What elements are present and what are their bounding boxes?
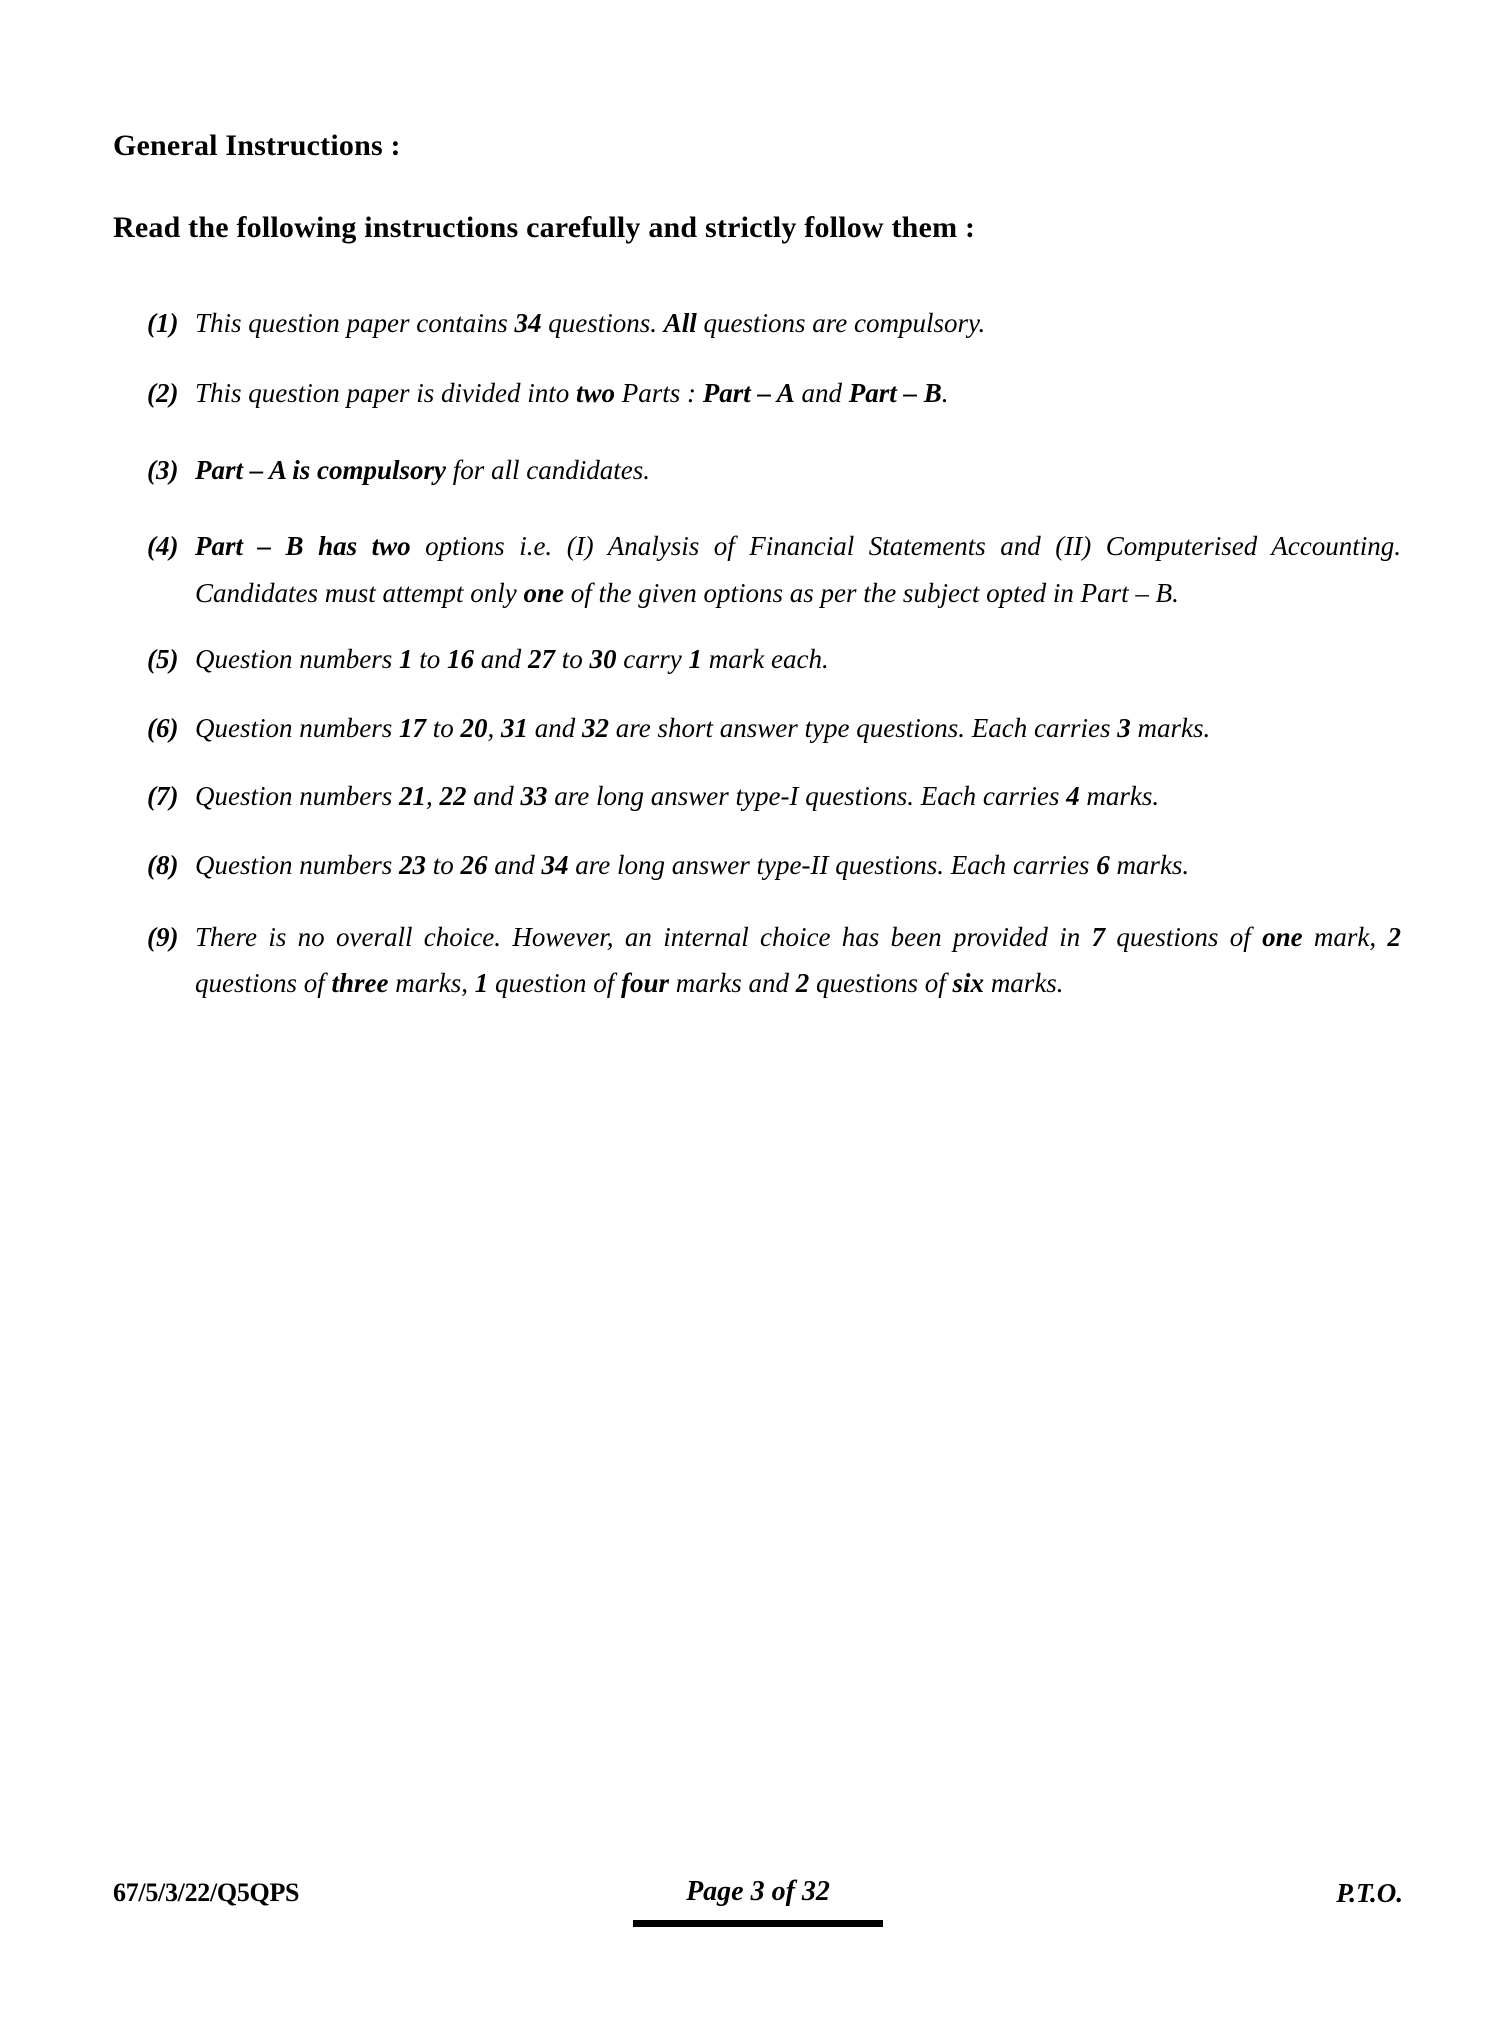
instruction-text: Part – A is compulsory for all candidates. [195, 454, 651, 485]
instruction-item-1 [113, 300, 1403, 346]
instruction-number: (4) [147, 531, 179, 562]
instruction-text: This question paper contains 34 questions. All questions are compulsory. [195, 308, 986, 338]
instruction-number: (3) [147, 454, 179, 485]
turn-over-label: P.T.O. [1336, 1878, 1403, 1908]
instruction-text: There is no overall choice. However, an internal choice has been provided in 7 questions of one mark, 2 questions of three marks, 1 question of four marks and 2 questions of six marks. [195, 921, 1401, 999]
instruction-number: (2) [147, 378, 179, 409]
instructions-subtitle: Read the following instructions carefully and strictly follow them : [113, 211, 976, 244]
page-number-label: Page 3 of 32 [686, 1876, 830, 1907]
instruction-item-6 [113, 705, 1403, 751]
instruction-item-9 [113, 914, 1403, 1007]
instructions-list [113, 300, 1403, 1033]
instruction-text: Question numbers 1 to 16 and 27 to 30 carry 1 mark each. [195, 644, 829, 675]
instruction-number: (9) [147, 921, 179, 952]
instruction-item-2 [113, 370, 1403, 416]
instruction-text: Question numbers 21, 22 and 33 are long answer type-I questions. Each carries 4 marks. [195, 781, 1160, 812]
instruction-item-7 [113, 773, 1403, 819]
instruction-number: (6) [147, 712, 179, 743]
page-footer [113, 1878, 1403, 1938]
instruction-number: (5) [147, 644, 179, 675]
paper-code: 67/5/3/22/Q5QPS [113, 1878, 300, 1907]
instruction-number: (7) [147, 781, 179, 812]
instruction-text: Question numbers 17 to 20, 31 and 32 are short answer type questions. Each carries 3 marks. [195, 712, 1211, 743]
instruction-text: This question paper is divided into two Parts : Part – A and Part – B. [195, 378, 949, 409]
footer-rule [633, 1920, 883, 1927]
instruction-item-3 [113, 447, 1403, 493]
page-number-block [633, 1876, 883, 1927]
instruction-item-4 [113, 523, 1403, 616]
instruction-item-5 [113, 636, 1403, 682]
instruction-item-8 [113, 842, 1403, 888]
page-title: General Instructions : [113, 129, 401, 162]
instruction-number: (1) [147, 308, 179, 338]
instruction-text: Part – B has two options i.e. (I) Analysis of Financial Statements and (II) Computerised Accounting. Candidates must attempt only one of the given options as per the subject opted in Part – B. [195, 531, 1402, 608]
instruction-text: Question numbers 23 to 26 and 34 are long answer type-II questions. Each carries 6 marks. [195, 849, 1190, 880]
instructions-heading-block [113, 128, 1403, 246]
instruction-number: (8) [147, 849, 179, 880]
